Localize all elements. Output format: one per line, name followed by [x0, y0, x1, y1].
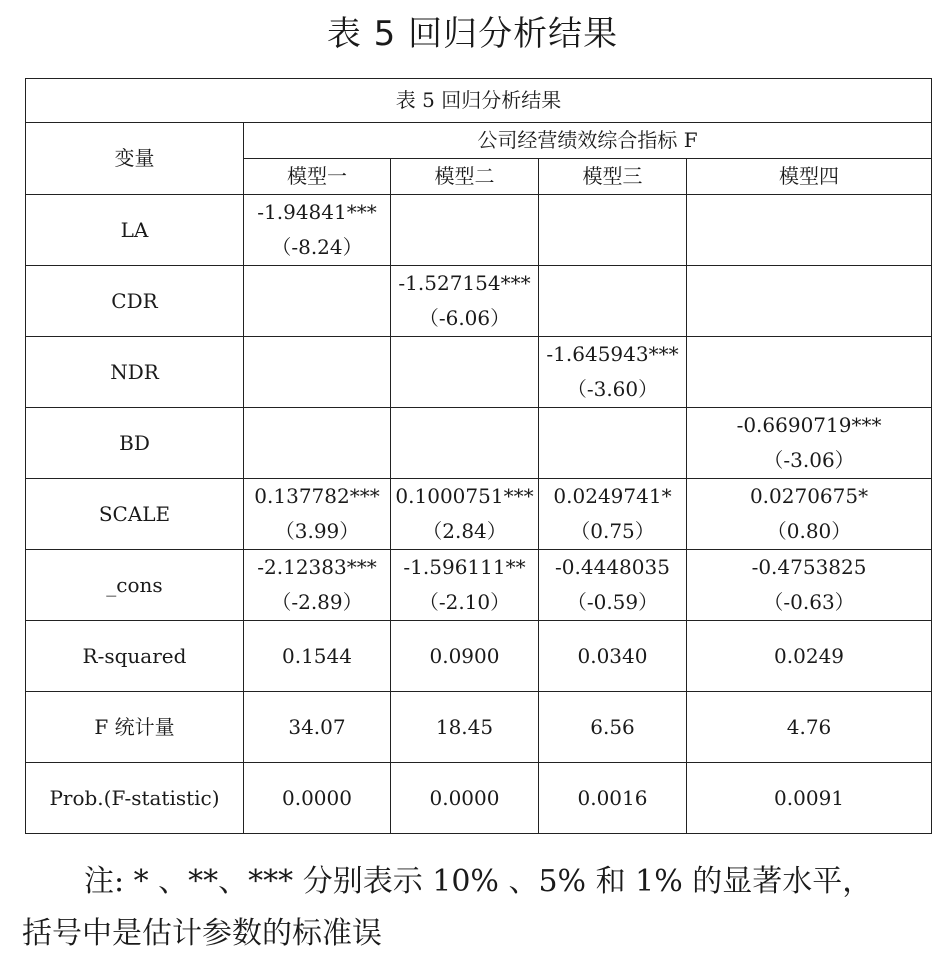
statistic-value: 0.0249 [687, 621, 932, 692]
coefficient-value: -1.645943*** [546, 342, 679, 366]
coefficient-value: -0.4448035 [555, 555, 670, 579]
coefficient-cell [391, 266, 539, 337]
t-statistic: （0.75） [570, 519, 655, 543]
statistic-value: 6.56 [539, 692, 687, 763]
coefficient-cell [687, 337, 932, 408]
coefficient-cell [687, 479, 932, 550]
t-statistic: （-0.63） [763, 590, 855, 614]
coefficient-value: -2.12383*** [257, 555, 377, 579]
variable-header: 变量 [26, 123, 244, 195]
table-row [26, 621, 932, 692]
coefficient-cell [687, 266, 932, 337]
coefficient-cell [391, 479, 539, 550]
model-header: 模型二 [391, 159, 539, 195]
t-statistic: （3.99） [274, 519, 360, 543]
statistic-value: 0.0091 [687, 763, 932, 834]
table-row [26, 479, 932, 550]
statistic-value: 0.0016 [539, 763, 687, 834]
coefficient-cell [391, 550, 539, 621]
coefficient-cell [391, 408, 539, 479]
t-statistic: （-2.10） [418, 590, 511, 614]
statistic-value: 0.0000 [391, 763, 539, 834]
table-caption: 表 5 回归分析结果 [26, 79, 932, 123]
coefficient-cell [391, 337, 539, 408]
coefficient-cell [539, 550, 687, 621]
model-header: 模型一 [244, 159, 391, 195]
t-statistic: （-0.59） [566, 590, 659, 614]
statistic-value: 18.45 [391, 692, 539, 763]
table-row [26, 550, 932, 621]
statistic-value: 0.0900 [391, 621, 539, 692]
group-header: 公司经营绩效综合指标 F [244, 123, 932, 159]
statistic-value: 0.0000 [244, 763, 391, 834]
page-title: 表 5 回归分析结果 [326, 14, 619, 54]
variable-name: BD [26, 408, 244, 479]
coefficient-cell [244, 266, 391, 337]
coefficient-cell [244, 479, 391, 550]
model-header: 模型四 [687, 159, 932, 195]
statistic-value: 0.1544 [244, 621, 391, 692]
coefficient-value: -1.596111** [403, 555, 526, 579]
coefficient-cell [687, 550, 932, 621]
table-row [26, 337, 932, 408]
table-row [26, 763, 932, 834]
coefficient-value: 0.0249741* [553, 484, 672, 508]
t-statistic: （2.84） [422, 519, 507, 543]
variable-name: _cons [26, 550, 244, 621]
coefficient-cell [687, 195, 932, 266]
coefficient-cell [539, 337, 687, 408]
table-row [26, 692, 932, 763]
coefficient-cell [539, 479, 687, 550]
coefficient-cell [539, 408, 687, 479]
coefficient-cell [244, 408, 391, 479]
table-note [22, 856, 932, 960]
t-statistic: （-3.06） [763, 448, 855, 472]
coefficient-value: -0.6690719*** [736, 413, 882, 437]
statistic-name: F 统计量 [26, 692, 244, 763]
coefficient-value: -1.527154*** [398, 271, 531, 295]
table-row [26, 195, 932, 266]
t-statistic: （-2.89） [271, 590, 363, 614]
t-statistic: （0.80） [766, 519, 852, 543]
coefficient-cell [687, 408, 932, 479]
variable-name: NDR [26, 337, 244, 408]
variable-name: SCALE [26, 479, 244, 550]
note-line-2: 括号中是估计参数的标准误 [22, 916, 382, 951]
t-statistic: （-3.60） [566, 377, 659, 401]
table-row [26, 408, 932, 479]
model-header: 模型三 [539, 159, 687, 195]
coefficient-cell [244, 337, 391, 408]
table-row [26, 266, 932, 337]
statistic-value: 4.76 [687, 692, 932, 763]
statistic-name: Prob.(F-statistic) [26, 763, 244, 834]
coefficient-value: -1.94841*** [257, 200, 377, 224]
coefficient-value: 0.0270675* [749, 484, 869, 508]
coefficient-cell [391, 195, 539, 266]
t-statistic: （-8.24） [271, 235, 363, 259]
coefficient-cell [539, 195, 687, 266]
coefficient-value: 0.137782*** [254, 484, 380, 508]
coefficient-cell [244, 550, 391, 621]
note-line-1: 注: * 、**、*** 分别表示 10% 、5% 和 1% 的显著水平， [84, 864, 873, 899]
coefficient-cell [539, 266, 687, 337]
statistic-value: 34.07 [244, 692, 391, 763]
coefficient-value: 0.1000751*** [395, 484, 534, 508]
coefficient-value: -0.4753825 [751, 555, 867, 579]
coefficient-cell [244, 195, 391, 266]
t-statistic: （-6.06） [418, 306, 511, 330]
variable-name: LA [26, 195, 244, 266]
variable-name: CDR [26, 266, 244, 337]
statistic-value: 0.0340 [539, 621, 687, 692]
regression-table [25, 78, 932, 834]
statistic-name: R-squared [26, 621, 244, 692]
